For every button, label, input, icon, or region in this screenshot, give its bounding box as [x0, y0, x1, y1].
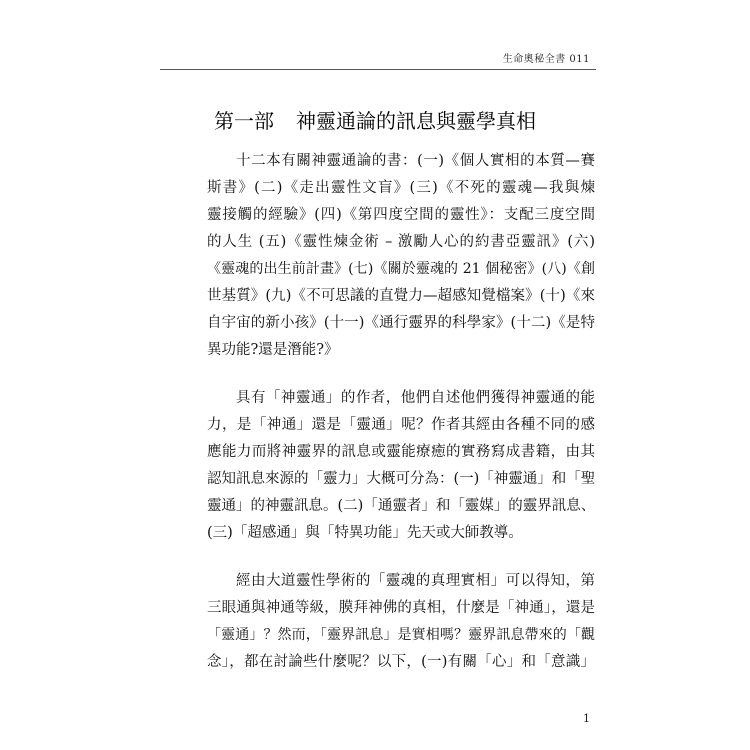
page-number: 1: [583, 712, 590, 725]
chapter-title: [0, 105, 750, 134]
text-line: 世基質》(九)《不可思議的直覺力—超感知覺檔案》(十)《來: [207, 288, 595, 304]
text-line: 自宇宙的新小孩》(十一)《通行靈界的科學家》(十二)《是特: [207, 315, 595, 331]
text-line: 力，是「神通」還是「靈通」呢？作者其經由各種不同的感: [207, 417, 595, 433]
text-line: 的人生 (五)《靈性煉金術 – 激勵人心的約書亞靈訊》(六): [207, 234, 595, 250]
text-line: 十二本有關神靈通論的書：(一)《個人實相的本質—賽: [236, 153, 595, 169]
text-line: 異功能?還是潛能?》: [207, 342, 339, 358]
chapter-part-label: 第一部: [214, 109, 274, 134]
text-line: 靈接觸的經驗》(四)《第四度空間的靈性》：支配三度空間: [207, 207, 595, 223]
text-line: 靈通」的神靈訊息。(二)「通靈者」和「靈媒」的靈界訊息、: [207, 498, 596, 514]
header-rule: [160, 69, 596, 70]
text-line: 具有「神靈通」的作者，他們自述他們獲得神靈通的能: [236, 390, 595, 406]
text-line: 應能力而將神靈界的訊息或靈能療癒的實務寫成書籍，由其: [207, 444, 595, 460]
running-header: 生命奧秘全書 011: [502, 54, 590, 65]
paragraph-2: [207, 385, 595, 547]
paragraph-3: [207, 568, 595, 676]
text-line: 「靈通」？然而，「靈界訊息」是實相嗎？靈界訊息帶來的「觀: [207, 627, 595, 643]
text-line: 三眼通與神通等級，膜拜神佛的真相，什麼是「神通」，還是: [207, 600, 595, 616]
text-line: 《靈魂的出生前計畫》(七)《關於靈魂的 21 個秘密》(八)《創: [207, 261, 595, 277]
body-text: [207, 148, 595, 697]
paragraph-1: [207, 148, 595, 364]
text-line: 斯書》(二)《走出靈性文盲》(三)《不死的靈魂—我與煉: [207, 180, 595, 196]
text-line: (三)「超感通」與「特異功能」先天或大師教導。: [207, 525, 523, 541]
chapter-main-title: 神靈通論的訊息與靈學真相: [296, 109, 536, 134]
text-line: 認知訊息來源的「靈力」大概可分為：(一)「神靈通」和「聖: [207, 471, 596, 487]
text-line: 經由大道靈性學術的「靈魂的真理實相」可以得知，第: [236, 573, 595, 589]
text-line: 念」，都在討論些什麼呢？以下，(一)有關「心」和「意識」: [207, 654, 595, 670]
